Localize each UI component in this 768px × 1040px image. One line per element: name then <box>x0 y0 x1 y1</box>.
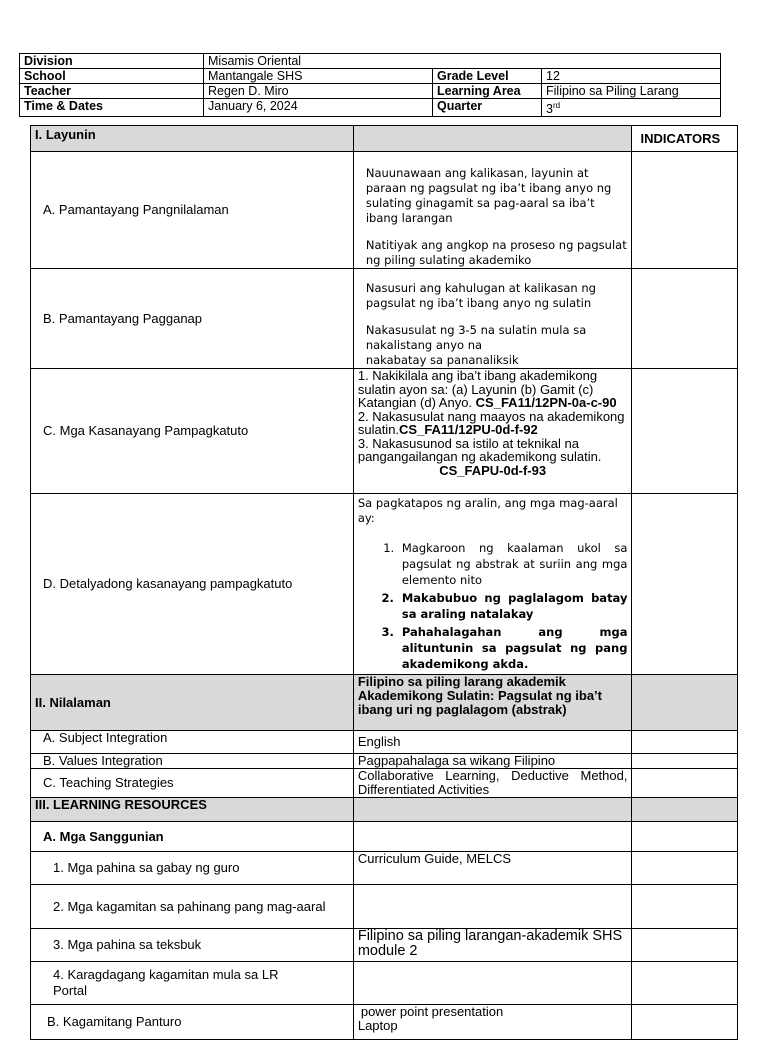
resource-4-label: 4. Karagdagang kagamitan mula sa LR Portal <box>31 962 354 1005</box>
time-label: Time & Dates <box>20 99 204 117</box>
area-label: Learning Area <box>433 84 542 99</box>
kagamitang-item-2: Laptop <box>357 1018 398 1033</box>
values-integration-row <box>31 754 738 769</box>
nilalaman-row <box>31 675 738 731</box>
mga-sanggunian-indicator <box>632 822 738 852</box>
values-integration-label: B. Values Integration <box>31 754 354 769</box>
layunin-header-blank <box>353 126 632 152</box>
nilalaman-heading: II. Nilalaman <box>31 675 354 731</box>
mga-sanggunian-blank <box>353 822 632 852</box>
layunin-heading: I. Layunin <box>31 126 354 152</box>
kagamitang-panturo-label: B. Kagamitang Panturo <box>31 1005 354 1040</box>
school-value: Mantangale SHS <box>204 69 433 84</box>
kasanayan-item-2-text: 2. Nakasusulat nang maayos na akademikong sulatin. <box>357 408 625 437</box>
resource-2-label: 2. Mga kagamitan sa pahinang pang mag-aaral <box>31 885 354 929</box>
learning-resources-heading: III. LEARNING RESOURCES <box>31 798 354 822</box>
resource-4-indicator <box>632 962 738 1005</box>
nilalaman-content: Filipino sa piling larang akademik Akademikong Sulatin: Pagsulat ng iba’t ibang uri ng paglalagom (abstrak) <box>353 675 632 731</box>
division-label: Division <box>20 54 204 69</box>
subject-integration-indicator <box>632 731 738 754</box>
layunin-row-b <box>31 269 738 369</box>
objective-item: 1. Magkaroon ng kaalaman ukol sa pagsulat ng abstrak at suriin ang mga elemento nito <box>398 540 628 588</box>
subject-integration-value: English <box>353 731 632 754</box>
pagganap-text-2: Nakasusulat ng 3-5 na sulatin mula sa nakalistang anyo na <box>365 323 587 352</box>
values-integration-value: Pagpapahalaga sa wikang Filipino <box>353 754 632 769</box>
area-value: Filipino sa Piling Larang <box>542 84 721 99</box>
header-row-time <box>20 99 721 117</box>
kasanayan-item-3: 3. Nakasusunod sa istilo at teknikal na pangangailangan ng akademikong sulatin. <box>357 435 602 464</box>
grade-label: Grade Level <box>433 69 542 84</box>
indicator-cell-a <box>632 152 738 269</box>
layunin-row-d <box>31 494 738 675</box>
resource-row-2 <box>31 885 738 929</box>
objectives-list <box>358 540 628 672</box>
pagganap-text-3: nakabatay sa pananaliksik <box>365 353 519 367</box>
indicators-heading: INDICATORS <box>632 126 738 152</box>
header-row-teacher <box>20 84 721 99</box>
pamantayang-pangnilalaman-content <box>353 152 632 269</box>
division-value: Misamis Oriental <box>204 54 721 69</box>
kagamitang-panturo-indicator <box>632 1005 738 1040</box>
subject-integration-label: A. Subject Integration <box>31 731 354 754</box>
resource-row-1 <box>31 852 738 885</box>
teacher-label: Teacher <box>20 84 204 99</box>
detalyadong-kasanayan-text: D. Detalyadong kasanayang pampagkatuto <box>43 576 293 591</box>
header-table <box>19 53 721 117</box>
quarter-suffix: rd <box>552 101 561 110</box>
detalyadong-kasanayan-content <box>353 494 632 675</box>
quarter-label: Quarter <box>433 99 542 117</box>
quarter-value: 3 <box>546 102 553 117</box>
detalyado-intro: Sa pagkatapos ng aralin, ang mga mag-aaral ay: <box>357 496 618 525</box>
values-integration-indicator <box>632 754 738 769</box>
kasanayan-item-1 <box>358 369 628 410</box>
resource-3-indicator <box>632 929 738 962</box>
pangnilalaman-text-1: Nauunawaan ang kalikasan, layunin at paraan ng pagsulat ng iba’t ibang anyo ng sulating ginagamit sa pag-aaral sa iba’t ibang larangan <box>365 166 612 225</box>
resource-3-value: Filipino sa piling larangan-akademik SHS module 2 <box>353 929 632 962</box>
mga-sanggunian-row <box>31 822 738 852</box>
header-row-school <box>20 69 721 84</box>
kasanayan-item-3-code: CS_FAPU-0d-f-93 <box>439 462 547 478</box>
resource-1-label: 1. Mga pahina sa gabay ng guro <box>31 852 354 885</box>
nilalaman-indicator-cell <box>632 675 738 731</box>
teaching-strategies-row <box>31 769 738 798</box>
learning-resources-header-row <box>31 798 738 822</box>
kasanayan-item-2 <box>358 410 628 437</box>
kasanayan-item-1-text: 1. Nakikilala ang iba’t ibang akademikong sulatin ayon sa: (a) Layunin (b) Gamit (c) Katangian (d) Anyo. <box>357 368 598 410</box>
mga-kasanayang-pampagkatuto-label: C. Mga Kasanayang Pampagkatuto <box>31 369 354 494</box>
subject-integration-row <box>31 731 738 754</box>
pamantayang-pagganap-content <box>353 269 632 369</box>
learning-resources-blank <box>353 798 632 822</box>
teacher-value: Regen D. Miro <box>204 84 433 99</box>
objective-item: 3. Pahahalagahan ang mga alituntunin sa pagsulat ng pang akademikong akda. <box>398 624 628 672</box>
pangnilalaman-text-2: Natitiyak ang angkop na proseso ng pagsulat ng piling sulating akademiko <box>365 238 627 267</box>
header-row-division <box>20 54 721 69</box>
indicator-cell-d <box>632 494 738 675</box>
layunin-row-c <box>31 369 738 494</box>
kagamitang-item-1: power point presentation <box>360 1004 504 1019</box>
detalyadong-kasanayan-label <box>31 494 354 675</box>
mga-kasanayang-pampagkatuto-content <box>353 369 632 494</box>
quarter-cell <box>542 99 721 117</box>
layunin-row-a <box>31 152 738 269</box>
mga-sanggunian-label: A. Mga Sanggunian <box>31 822 354 852</box>
resource-2-indicator <box>632 885 738 929</box>
teaching-strategies-value: Collaborative Learning, Deductive Method, Differentiated Activities <box>353 769 632 798</box>
resource-2-value <box>353 885 632 929</box>
kasanayan-item-2-code: CS_FA11/12PU-0d-f-92 <box>399 422 538 437</box>
resource-1-value: Curriculum Guide, MELCS <box>353 852 632 885</box>
lesson-plan-table <box>30 125 738 1040</box>
pagganap-text-1: Nasusuri ang kahulugan at kalikasan ng pagsulat ng iba’t ibang anyo ng sulatin <box>365 281 596 310</box>
resource-4-value <box>353 962 632 1005</box>
resource-row-4 <box>31 962 738 1005</box>
time-value: January 6, 2024 <box>204 99 433 117</box>
kagamitang-panturo-content <box>353 1005 632 1040</box>
teaching-strategies-indicator <box>632 769 738 798</box>
pamantayang-pangnilalaman-label: A. Pamantayang Pangnilalaman <box>31 152 354 269</box>
kagamitang-panturo-row <box>31 1005 738 1040</box>
grade-value: 12 <box>542 69 721 84</box>
objective-item: 2. Makabubuo ng paglalagom batay sa araling natalakay <box>398 590 628 622</box>
pamantayang-pagganap-label: B. Pamantayang Pagganap <box>31 269 354 369</box>
resource-1-indicator <box>632 852 738 885</box>
learning-resources-indicator <box>632 798 738 822</box>
layunin-header-row <box>31 126 738 152</box>
resource-row-3 <box>31 929 738 962</box>
indicator-cell-b <box>632 269 738 369</box>
teaching-strategies-label: C. Teaching Strategies <box>31 769 354 798</box>
indicator-cell-c <box>632 369 738 494</box>
school-label: School <box>20 69 204 84</box>
resource-3-label: 3. Mga pahina sa teksbuk <box>31 929 354 962</box>
kasanayan-item-1-code: CS_FA11/12PN-0a-c-90 <box>475 395 617 410</box>
